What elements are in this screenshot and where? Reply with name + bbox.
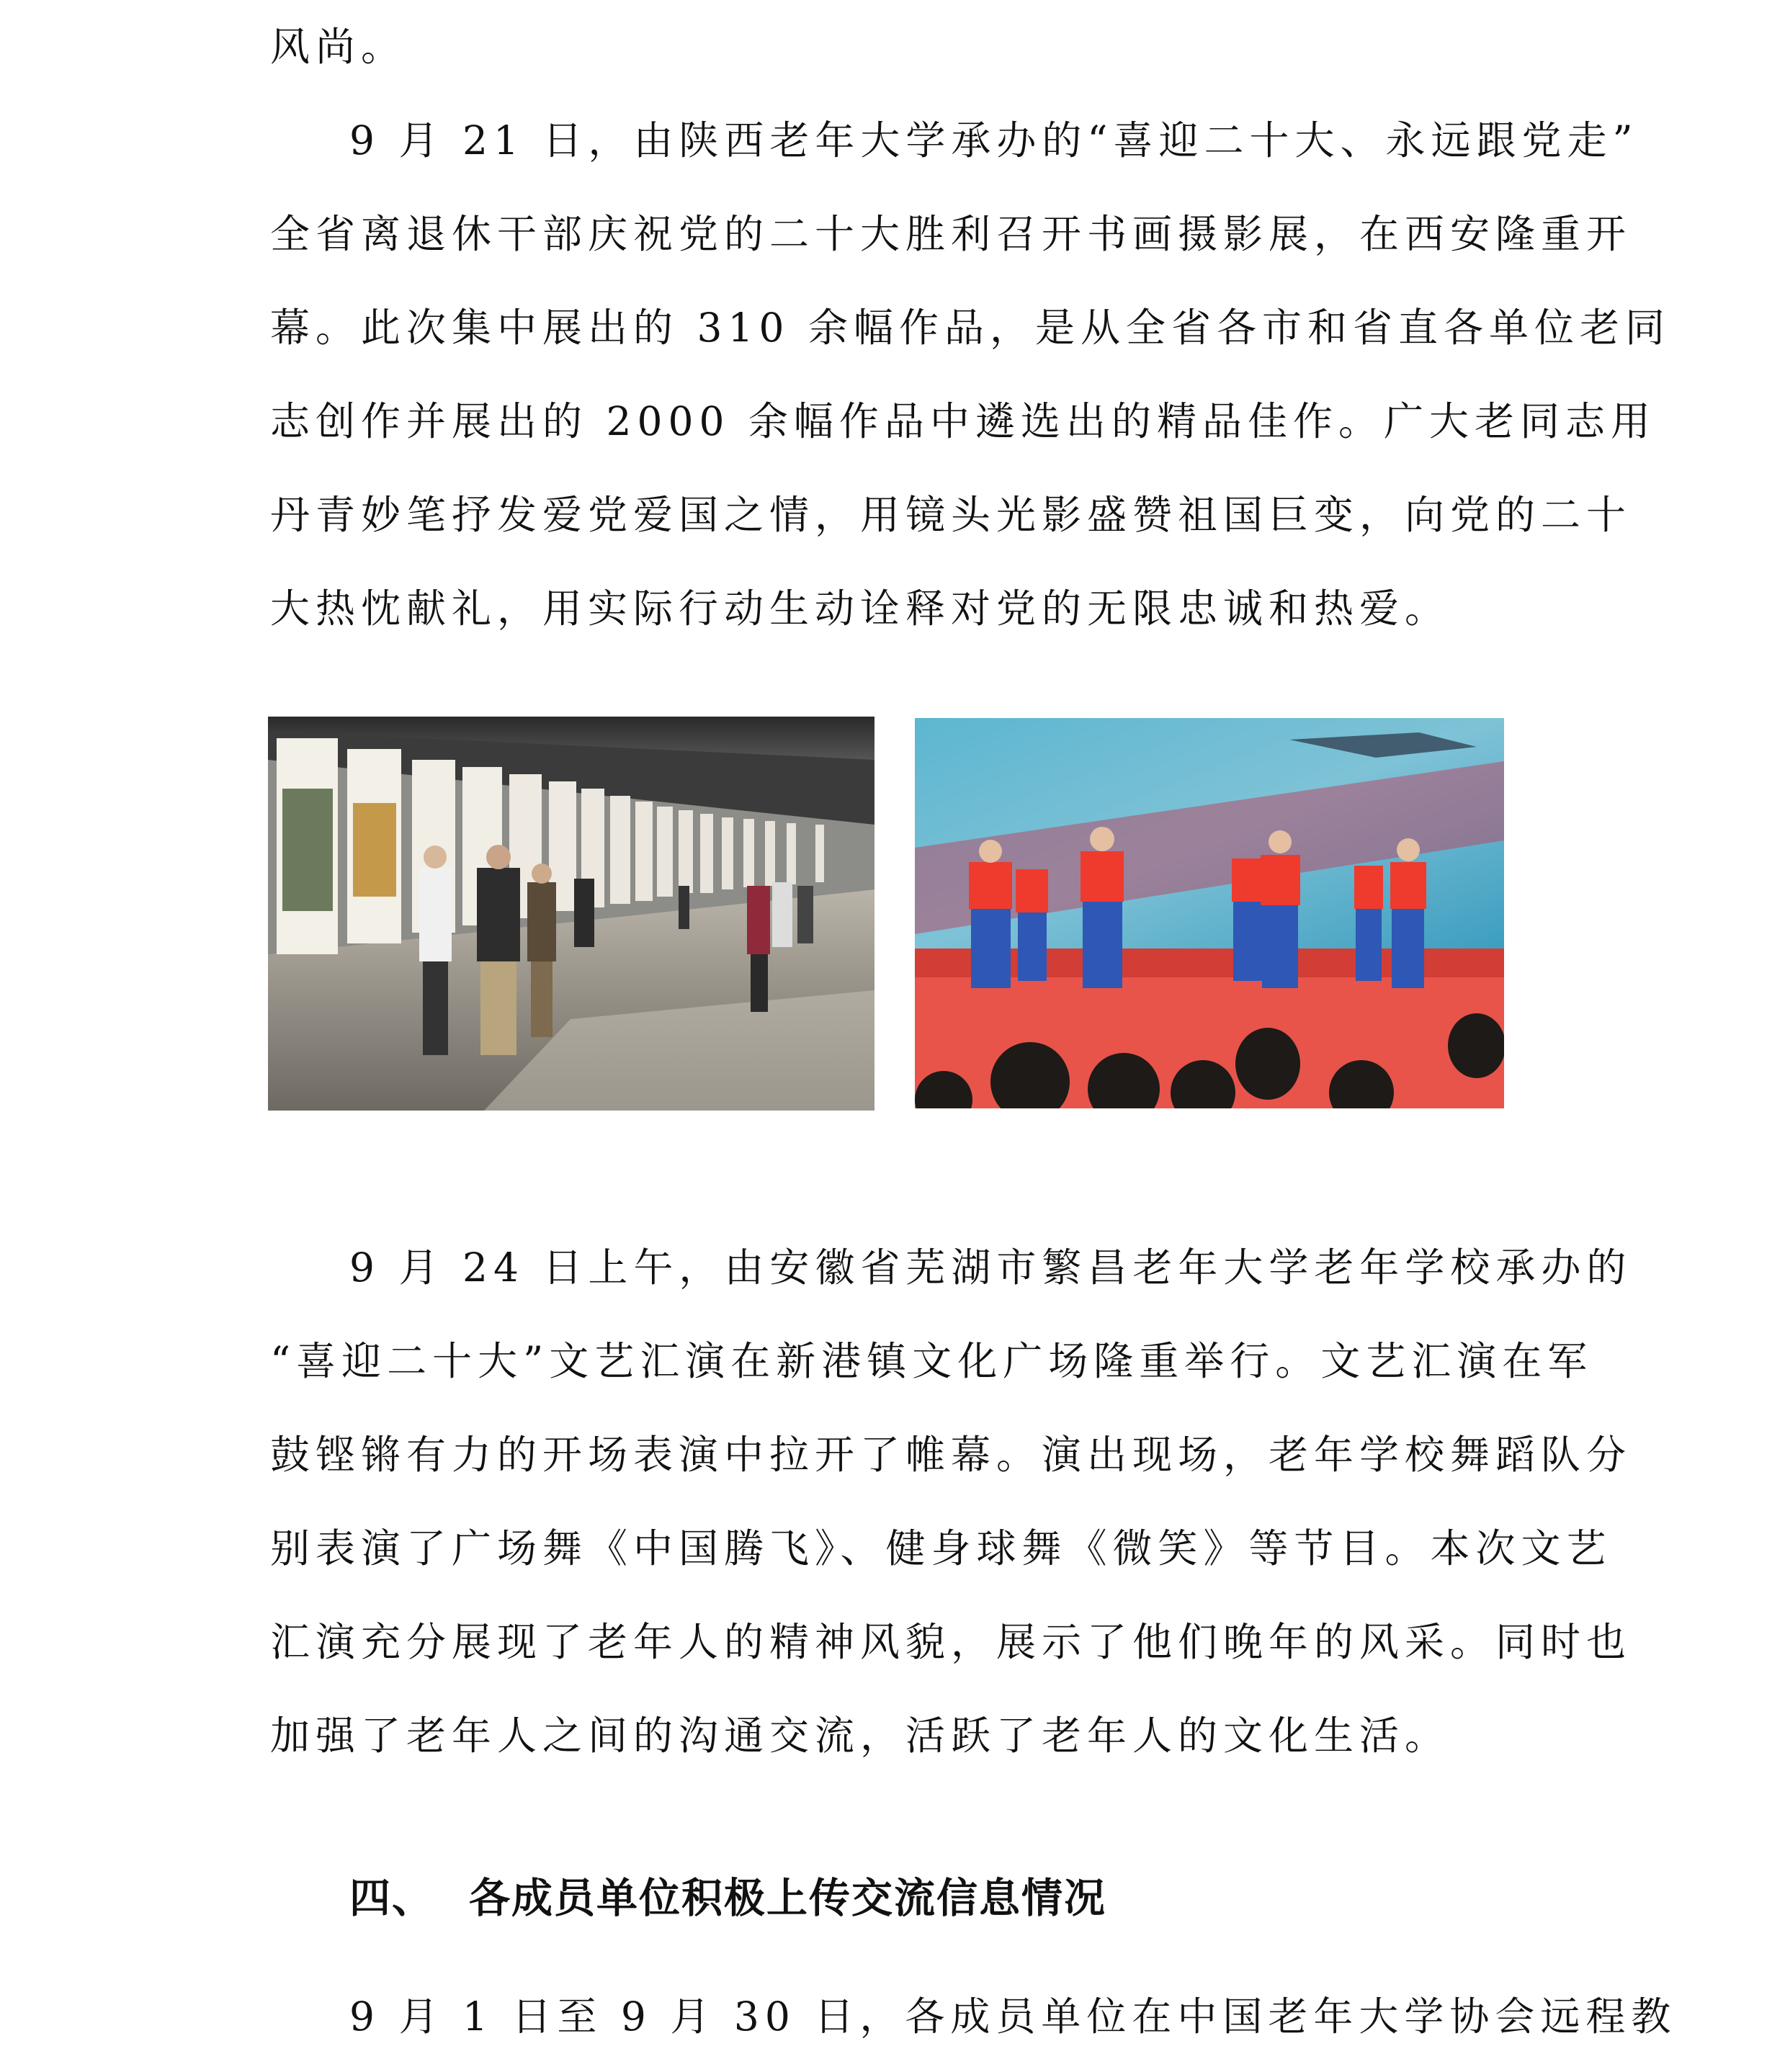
paragraph-line: 全省离退休干部庆祝党的二十大胜利召开书画摄影展，在西安隆重开 — [270, 211, 1632, 257]
paragraph-line: 鼓铿锵有力的开场表演中拉开了帷幕。演出现场，老年学校舞蹈队分 — [270, 1432, 1632, 1478]
paragraph-line: 幕。此次集中展出的 310 余幅作品，是从全省各市和省直各单位老同 — [270, 305, 1670, 351]
paragraph-line: 加强了老年人之间的沟通交流，活跃了老年人的文化生活。 — [270, 1713, 1451, 1759]
paragraph-line: 别表演了广场舞《中国腾飞》、健身球舞《微笑》等节目。本次文艺 — [270, 1525, 1612, 1571]
paragraph-line: “喜迎二十大”文艺汇演在新港镇文化广场隆重举行。文艺汇演在军 — [270, 1338, 1593, 1384]
paragraph-line: 大热忱献礼，用实际行动生动诠释对党的无限忠诚和热爱。 — [270, 586, 1451, 632]
paragraph-line: 9 月 1 日至 9 月 30 日，各成员单位在中国老年大学协会远程教 — [349, 1993, 1677, 2040]
section-title: 各成员单位积极上传交流信息情况 — [469, 1875, 1106, 1922]
paragraph-line: 9 月 24 日上午，由安徽省芜湖市繁昌老年大学老年学校承办的 — [349, 1244, 1632, 1291]
paragraph-line: 志创作并展出的 2000 余幅作品中遴选出的精品佳作。广大老同志用 — [270, 398, 1656, 444]
stage-dance-performance-photo — [915, 718, 1504, 1108]
paragraph-line: 9 月 21 日，由陕西老年大学承办的“喜迎二十大、永远跟党走” — [349, 117, 1639, 163]
exhibition-hall-photo — [268, 717, 874, 1111]
paragraph-line: 汇演充分展现了老年人的精神风貌，展示了他们晚年的风采。同时也 — [270, 1619, 1632, 1665]
paragraph-line: 风尚。 — [270, 24, 407, 70]
section-heading — [349, 1865, 1106, 1924]
paragraph-line: 丹青妙笔抒发爱党爱国之情，用镜头光影盛赞祖国巨变，向党的二十 — [270, 492, 1632, 538]
section-number: 四、 — [349, 1875, 434, 1922]
